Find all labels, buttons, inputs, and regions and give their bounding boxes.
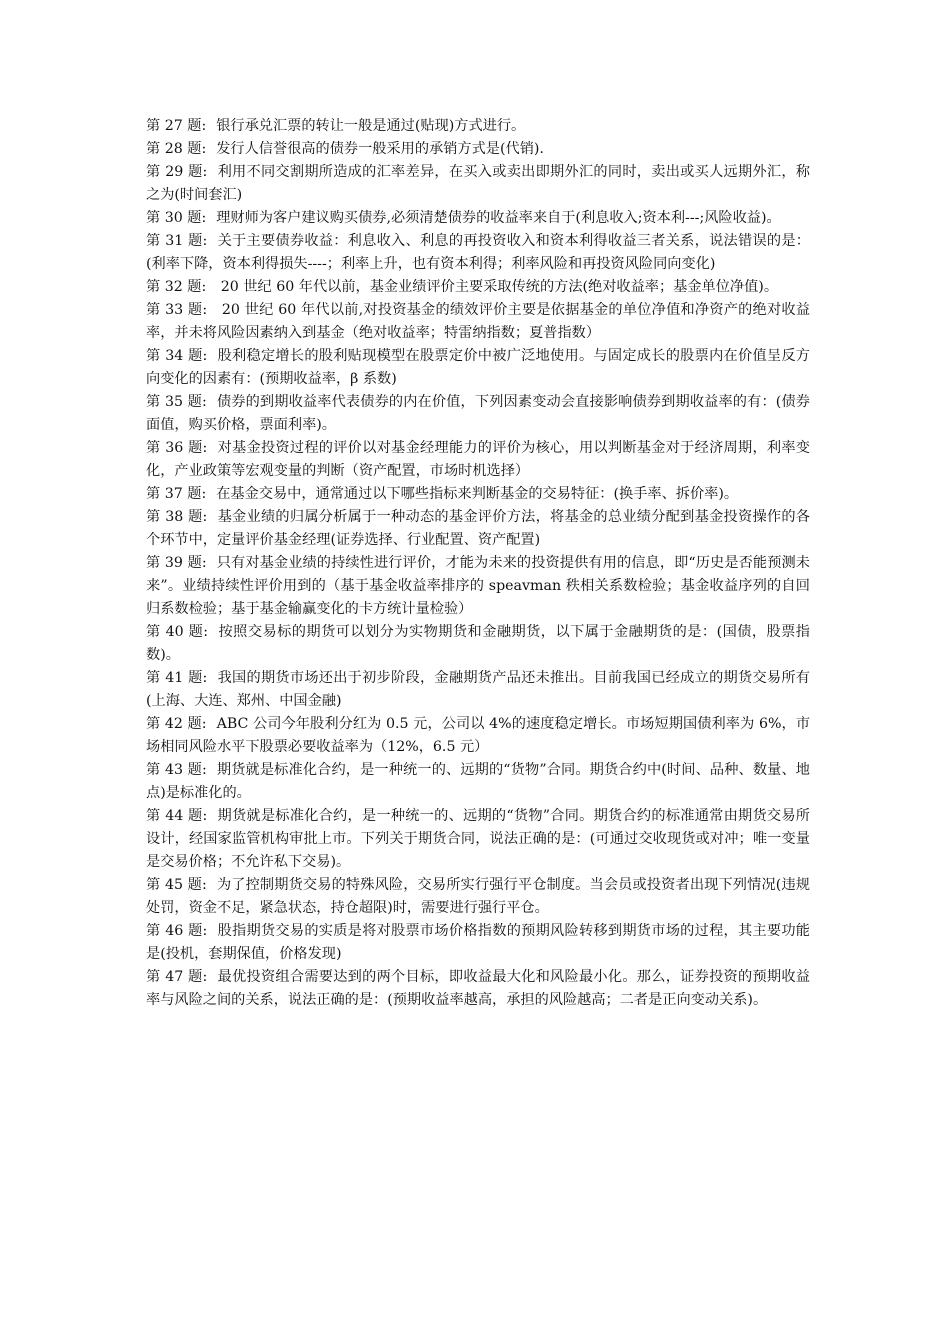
question-label: 第 37 题: — [146, 486, 207, 502]
question-text: 银行承兑汇票的转让一般是通过(贴现)方式进行。 — [216, 118, 526, 134]
question-text: 期货就是标准化合约，是一种统一的、远期的“货物”合同。期货合约的标准通常由期货交易所设计，经国家监管机构审批上市。下列关于期货合同，说法正确的是：(可通过交收现货或对冲；唯一变量是交易价格；不允许私下交易)。 — [146, 808, 810, 870]
question-text: 20 世纪 60 年代以前,对投资基金的绩效评价主要是依据基金的单位净值和净资产的绝对收益率，并未将风险因素纳入到基金（绝对收益率；特雷纳指数；夏普指数） — [146, 302, 810, 341]
question-text: 股利稳定增长的股利贴现模型在股票定价中被广泛地使用。与固定成长的股票内在价值呈反方向变化的因素有：(预期收益率，β 系数) — [146, 348, 810, 387]
question-label: 第 34 题: — [146, 348, 208, 364]
question-label: 第 32 题: — [146, 279, 207, 295]
question-label: 第 28 题: — [146, 141, 207, 157]
question-label: 第 38 题: — [146, 509, 208, 525]
question-label: 第 44 题: — [146, 808, 208, 824]
question-label: 第 35 题: — [146, 394, 207, 410]
question-label: 第 31 题: — [146, 233, 208, 249]
question-text: 在基金交易中，通常通过以下哪些指标来判断基金的交易特征：(换手率、拆价率)。 — [216, 486, 739, 502]
question-44 — [146, 805, 810, 874]
question-text: 对基金投资过程的评价以对基金经理能力的评价为核心，用以判断基金对于经济周期，利率变化，产业政策等宏观变量的判断（资产配置，市场时机选择） — [146, 440, 810, 479]
question-label: 第 46 题: — [146, 923, 208, 939]
question-43 — [146, 759, 810, 805]
question-text: 利用不同交割期所造成的汇率差异，在买入或卖出即期外汇的同时，卖出或买人远期外汇，称之为(时间套汇) — [146, 164, 810, 203]
question-label: 第 47 题: — [146, 969, 208, 985]
question-text: 为了控制期货交易的特殊风险，交易所实行强行平仓制度。当会员或投资者出现下列情况(违规处罚，资金不足，紧急状态，持仓超限)时，需要进行强行平仓。 — [146, 877, 810, 916]
document-body — [146, 115, 810, 1012]
question-38 — [146, 506, 810, 552]
question-30 — [146, 207, 810, 230]
question-label: 第 43 题: — [146, 762, 207, 778]
question-text: 我国的期货市场还出于初步阶段，金融期货产品还未推出。目前我国已经成立的期货交易所有(上海、大连、郑州、中国金融) — [146, 670, 810, 709]
question-text: 债券的到期收益率代表债券的内在价值，下列因素变动会直接影响债券到期收益率的有：(债券面值，购买价格，票面利率)。 — [146, 394, 810, 433]
question-36 — [146, 437, 810, 483]
question-39 — [146, 552, 810, 621]
question-text: 股指期货交易的实质是将对股票市场价格指数的预期风险转移到期货市场的过程，其主要功能是(投机，套期保值，价格发现) — [146, 923, 810, 962]
question-46 — [146, 920, 810, 966]
question-text: 发行人信誉很高的债券一般采用的承销方式是(代销). — [216, 141, 544, 157]
question-34 — [146, 345, 810, 391]
question-label: 第 39 题: — [146, 555, 207, 571]
question-28 — [146, 138, 810, 161]
question-text: 关于主要债券收益：利息收入、利息的再投资收入和资本利得收益三者关系，说法错误的是：(利率下降，资本利得损失----；利率上升，也有资本利得；利率风险和再投资风险同向变化) — [146, 233, 810, 272]
question-label: 第 40 题: — [146, 624, 209, 640]
question-35 — [146, 391, 810, 437]
question-47 — [146, 966, 810, 1012]
question-label: 第 42 题: — [146, 716, 207, 732]
question-label: 第 45 题: — [146, 877, 207, 893]
question-label: 第 27 题: — [146, 118, 207, 134]
question-label: 第 36 题: — [146, 440, 208, 456]
question-27 — [146, 115, 810, 138]
question-42 — [146, 713, 810, 759]
question-41 — [146, 667, 810, 713]
question-label: 第 33 题: — [146, 302, 208, 318]
question-text: 期货就是标准化合约，是一种统一的、远期的“货物”合同。期货合约中(时间、品种、数量、地点)是标准化的。 — [146, 762, 810, 801]
question-40 — [146, 621, 810, 667]
question-29 — [146, 161, 810, 207]
question-text: 理财师为客户建议购买债券,必须清楚债券的收益率来自于(利息收入;资本利---;风险收益)。 — [216, 210, 781, 226]
question-text: 只有对基金业绩的持续性进行评价，才能为未来的投资提供有用的信息，即“历史是否能预测未来”。业绩持续性评价用到的（基于基金收益率排序的 speavman 秩相关系数检验；基金收益序列的自回归系数检验；基于基金输赢变化的卡方统计量检验） — [146, 555, 810, 617]
question-33 — [146, 299, 810, 345]
question-37 — [146, 483, 810, 506]
question-text: 最优投资组合需要达到的两个目标，即收益最大化和风险最小化。那么，证券投资的预期收益率与风险之间的关系，说法正确的是：(预期收益率越高，承担的风险越高；二者是正向变动关系)。 — [146, 969, 810, 1008]
question-label: 第 41 题: — [146, 670, 208, 686]
question-label: 第 30 题: — [146, 210, 207, 226]
question-text: 基金业绩的归属分析属于一种动态的基金评价方法，将基金的总业绩分配到基金投资操作的各个环节中，定量评价基金经理(证券选择、行业配置、资产配置) — [146, 509, 810, 548]
question-32 — [146, 276, 810, 299]
question-text: 按照交易标的期货可以划分为实物期货和金融期货，以下属于金融期货的是：(国债，股票指数)。 — [146, 624, 810, 663]
question-45 — [146, 874, 810, 920]
question-text: ABC 公司今年股利分红为 0.5 元，公司以 4%的速度稳定增长。市场短期国债利率为 6%，市场相同风险水平下股票必要收益率为（12%，6.5 元） — [146, 716, 811, 755]
question-label: 第 29 题: — [146, 164, 208, 180]
question-text: 20 世纪 60 年代以前，基金业绩评价主要采取传统的方法(绝对收益率；基金单位净值)。 — [216, 279, 779, 295]
question-31 — [146, 230, 810, 276]
